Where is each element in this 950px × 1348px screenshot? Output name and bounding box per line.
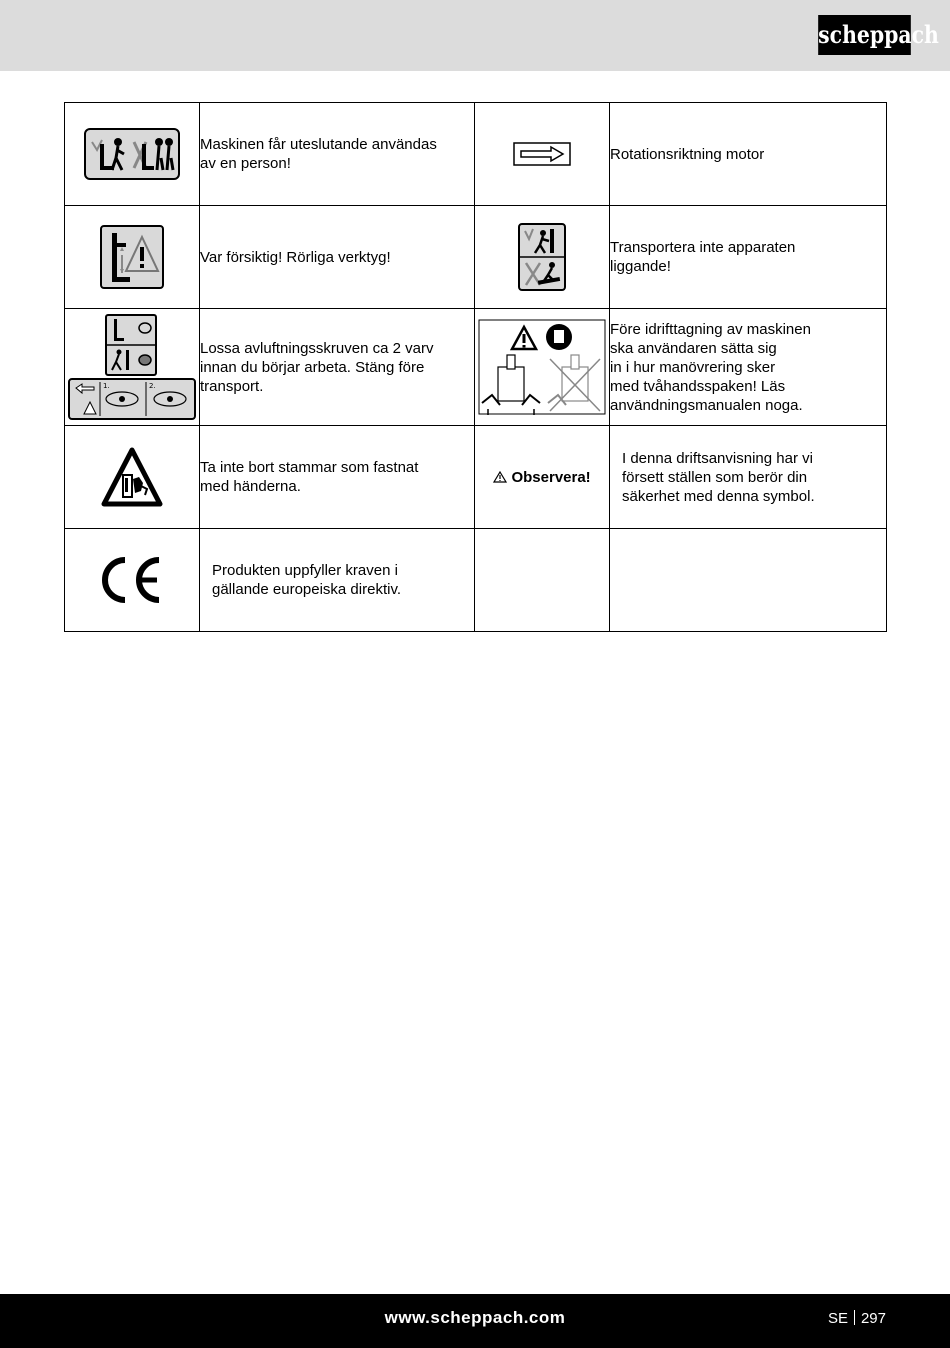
table-row (65, 426, 887, 529)
symbol-description: Rotationsriktning motor (610, 103, 887, 206)
hand-crush-warning-icon (101, 447, 163, 507)
symbol-description: Ta inte bort stammar som fastnat med händerna. (200, 426, 475, 529)
symbol-description: Maskinen får uteslutande användas av en person! (200, 103, 475, 206)
page-indicator (828, 1310, 886, 1327)
moving-tools-warning-icon (100, 225, 164, 289)
symbol-cell (475, 309, 610, 426)
symbol-description: I denna driftsanvisning har vi försett ställen som berör din säkerhet med denna symbol. (610, 426, 887, 529)
symbol-cell (65, 426, 200, 529)
empty-cell (475, 529, 610, 632)
symbol-description: Produkten uppfyller kraven i gällande europeiska direktiv. (200, 529, 475, 632)
observe-label-cell (475, 426, 610, 529)
header-bar (0, 0, 950, 71)
symbol-cell (65, 529, 200, 632)
rotation-direction-arrow-icon (513, 142, 571, 166)
symbol-cell (475, 206, 610, 309)
ce-mark-icon (99, 556, 165, 604)
table-row (65, 206, 887, 309)
symbol-table (64, 102, 887, 632)
symbol-description: Transportera inte apparaten liggande! (610, 206, 887, 309)
scheppach-logo: scheppach (818, 15, 911, 55)
one-person-only-icon (84, 128, 180, 180)
symbol-cell (65, 103, 200, 206)
svg-text:2.: 2. (149, 382, 156, 390)
table-row (65, 103, 887, 206)
two-hand-lever-manual-icon (478, 319, 606, 415)
table-row (65, 309, 887, 426)
empty-cell (610, 529, 887, 632)
symbol-cell (65, 309, 200, 426)
symbol-description: Lossa avluftningsskruven ca 2 varv innan du börjar arbeta. Stäng före transport. (200, 309, 475, 426)
footer-bar (0, 1294, 950, 1348)
svg-text:1.: 1. (103, 382, 110, 390)
observe-label: Observera! (511, 468, 591, 486)
warning-triangle-icon (493, 471, 507, 483)
no-lying-transport-icon (518, 223, 566, 291)
table-row (65, 529, 887, 632)
language-code: SE (827, 1310, 848, 1327)
website-link[interactable]: www.scheppach.com (384, 1308, 566, 1327)
page-number: 297 (860, 1310, 886, 1327)
symbol-description: Var försiktig! Rörliga verktyg! (200, 206, 475, 309)
divider (854, 1310, 855, 1325)
symbol-cell (65, 206, 200, 309)
symbol-description: Före idrifttagning av maskinen ska användaren sätta sig in i hur manövrering sker med tvåhandsspaken! Läs användningsmanualen noga. (610, 309, 887, 426)
symbol-cell (475, 103, 610, 206)
vent-screw-icon (68, 314, 196, 420)
